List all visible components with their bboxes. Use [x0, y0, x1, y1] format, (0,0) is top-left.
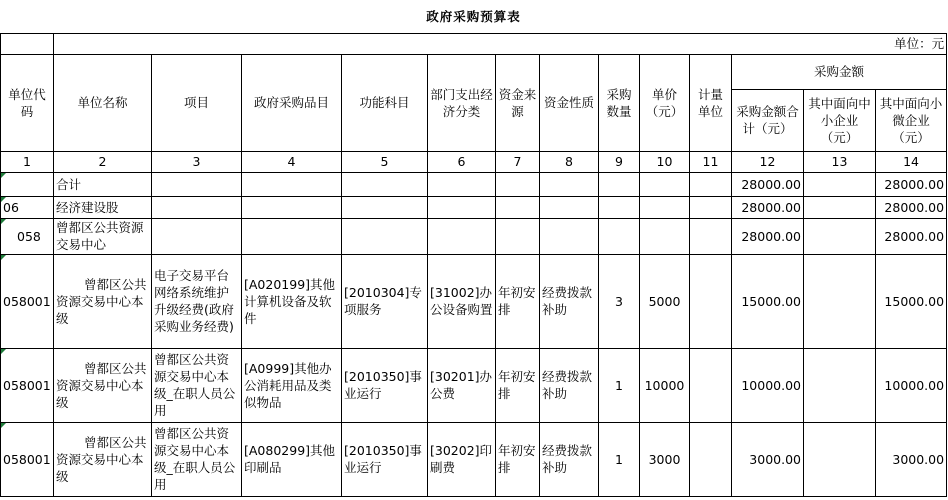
cell-nature — [540, 196, 599, 218]
cell-code: 058 — [1, 218, 54, 254]
cell-micro: 28000.00 — [876, 196, 947, 218]
cell-econ — [428, 196, 496, 218]
cell-price — [640, 196, 690, 218]
cell-source: 年初安排 — [496, 422, 540, 496]
cell-sme — [804, 218, 876, 254]
cell-sme — [804, 254, 876, 348]
cell-nature: 经费拨款补助 — [540, 254, 599, 348]
cell-marker-icon — [1, 197, 6, 202]
col-number: 11 — [690, 151, 732, 172]
cell-item: [A080299]其他印刷品 — [242, 422, 342, 496]
cell-sme — [804, 172, 876, 196]
unit-row-blank — [1, 33, 54, 54]
header-amount-total: 采购金额合计（元） — [732, 89, 804, 151]
cell-item: [A0999]其他办公消耗用品及类似物品 — [242, 348, 342, 422]
header-item: 政府采购品目 — [242, 54, 342, 151]
col-number: 10 — [640, 151, 690, 172]
col-number: 3 — [152, 151, 242, 172]
col-number: 14 — [876, 151, 947, 172]
header-sme: 其中面向中小企业（元） — [804, 89, 876, 151]
cell-marker-icon — [1, 423, 6, 428]
col-number: 9 — [599, 151, 640, 172]
cell-measure — [690, 172, 732, 196]
cell-source — [496, 196, 540, 218]
cell-total: 28000.00 — [732, 218, 804, 254]
cell-name: 曾都区公共资源交易中心 — [54, 218, 152, 254]
cell-name: 经济建设股 — [54, 196, 152, 218]
cell-marker-icon — [1, 349, 6, 354]
cell-project — [152, 196, 242, 218]
cell-measure — [690, 218, 732, 254]
cell-source — [496, 218, 540, 254]
cell-measure — [690, 196, 732, 218]
header-micro: 其中面向小微企业（元） — [876, 89, 947, 151]
cell-source: 年初安排 — [496, 348, 540, 422]
cell-micro: 3000.00 — [876, 422, 947, 496]
cell-price: 10000 — [640, 348, 690, 422]
table-row — [1, 422, 947, 496]
cell-code: 058001 — [1, 422, 54, 496]
page-title: 政府采购预算表 — [1, 0, 947, 33]
cell-price: 3000 — [640, 422, 690, 496]
cell-name: 合计 — [54, 172, 152, 196]
cell-code: 058001 — [1, 254, 54, 348]
cell-total: 28000.00 — [732, 196, 804, 218]
currency-unit: 单位：元 — [54, 33, 947, 54]
column-number-row — [1, 151, 947, 172]
table-row — [1, 196, 947, 218]
cell-price — [640, 172, 690, 196]
cell-micro: 28000.00 — [876, 172, 947, 196]
cell-econ: [30202]印刷费 — [428, 422, 496, 496]
cell-econ: [30201]办公费 — [428, 348, 496, 422]
cell-qty: 1 — [599, 422, 640, 496]
cell-project: 曾都区公共资源交易中心本级_在职人员公用 — [152, 348, 242, 422]
cell-qty: 1 — [599, 348, 640, 422]
cell-function: [2010350]事业运行 — [342, 422, 428, 496]
cell-source: 年初安排 — [496, 254, 540, 348]
col-number: 12 — [732, 151, 804, 172]
cell-sme — [804, 422, 876, 496]
cell-item — [242, 196, 342, 218]
cell-sme — [804, 348, 876, 422]
table-row — [1, 254, 947, 348]
col-number: 7 — [496, 151, 540, 172]
cell-function: [2010304]专项服务 — [342, 254, 428, 348]
header-qty: 采购数量 — [599, 54, 640, 151]
header-source: 资金来源 — [496, 54, 540, 151]
cell-project — [152, 172, 242, 196]
cell-code: 06 — [1, 196, 54, 218]
col-number: 1 — [1, 151, 54, 172]
cell-price: 5000 — [640, 254, 690, 348]
table-row — [1, 348, 947, 422]
table-row — [1, 172, 947, 196]
cell-micro: 28000.00 — [876, 218, 947, 254]
header-price: 单价（元） — [640, 54, 690, 151]
cell-micro: 15000.00 — [876, 254, 947, 348]
cell-qty — [599, 172, 640, 196]
cell-qty: 3 — [599, 254, 640, 348]
cell-nature: 经费拨款补助 — [540, 348, 599, 422]
cell-project: 电子交易平台网络系统维护升级经费(政府采购业务经费) — [152, 254, 242, 348]
cell-project: 曾都区公共资源交易中心本级_在职人员公用 — [152, 422, 242, 496]
cell-project — [152, 218, 242, 254]
cell-function — [342, 172, 428, 196]
cell-total: 15000.00 — [732, 254, 804, 348]
col-number: 5 — [342, 151, 428, 172]
cell-code — [1, 172, 54, 196]
table-row — [1, 218, 947, 254]
cell-function: [2010350]事业运行 — [342, 348, 428, 422]
cell-nature — [540, 218, 599, 254]
cell-econ — [428, 172, 496, 196]
cell-total: 28000.00 — [732, 172, 804, 196]
cell-marker-icon — [1, 219, 6, 224]
cell-marker-icon — [1, 255, 6, 260]
cell-price — [640, 218, 690, 254]
cell-item — [242, 172, 342, 196]
cell-econ: [31002]办公设备购置 — [428, 254, 496, 348]
col-number: 6 — [428, 151, 496, 172]
cell-measure — [690, 348, 732, 422]
cell-source — [496, 172, 540, 196]
cell-qty — [599, 218, 640, 254]
cell-total: 3000.00 — [732, 422, 804, 496]
header-econ: 部门支出经济分类 — [428, 54, 496, 151]
header-unit-name: 单位名称 — [54, 54, 152, 151]
header-amount-group: 采购金额 — [732, 54, 947, 89]
cell-nature: 经费拨款补助 — [540, 422, 599, 496]
cell-function — [342, 218, 428, 254]
cell-econ — [428, 218, 496, 254]
header-nature: 资金性质 — [540, 54, 599, 151]
header-measure: 计量单位 — [690, 54, 732, 151]
cell-name: 曾都区公共资源交易中心本级 — [54, 254, 152, 348]
cell-nature — [540, 172, 599, 196]
cell-code: 058001 — [1, 348, 54, 422]
col-number: 4 — [242, 151, 342, 172]
col-number: 8 — [540, 151, 599, 172]
header-unit-code: 单位代码 — [1, 54, 54, 151]
cell-total: 10000.00 — [732, 348, 804, 422]
cell-measure — [690, 254, 732, 348]
cell-qty — [599, 196, 640, 218]
cell-item — [242, 218, 342, 254]
cell-name: 曾都区公共资源交易中心本级 — [54, 348, 152, 422]
cell-marker-icon — [1, 173, 6, 178]
cell-measure — [690, 422, 732, 496]
cell-function — [342, 196, 428, 218]
cell-item: [A020199]其他计算机设备及软件 — [242, 254, 342, 348]
cell-name: 曾都区公共资源交易中心本级 — [54, 422, 152, 496]
col-number: 2 — [54, 151, 152, 172]
col-number: 13 — [804, 151, 876, 172]
header-function: 功能科目 — [342, 54, 428, 151]
header-project: 项目 — [152, 54, 242, 151]
cell-micro: 10000.00 — [876, 348, 947, 422]
cell-sme — [804, 196, 876, 218]
